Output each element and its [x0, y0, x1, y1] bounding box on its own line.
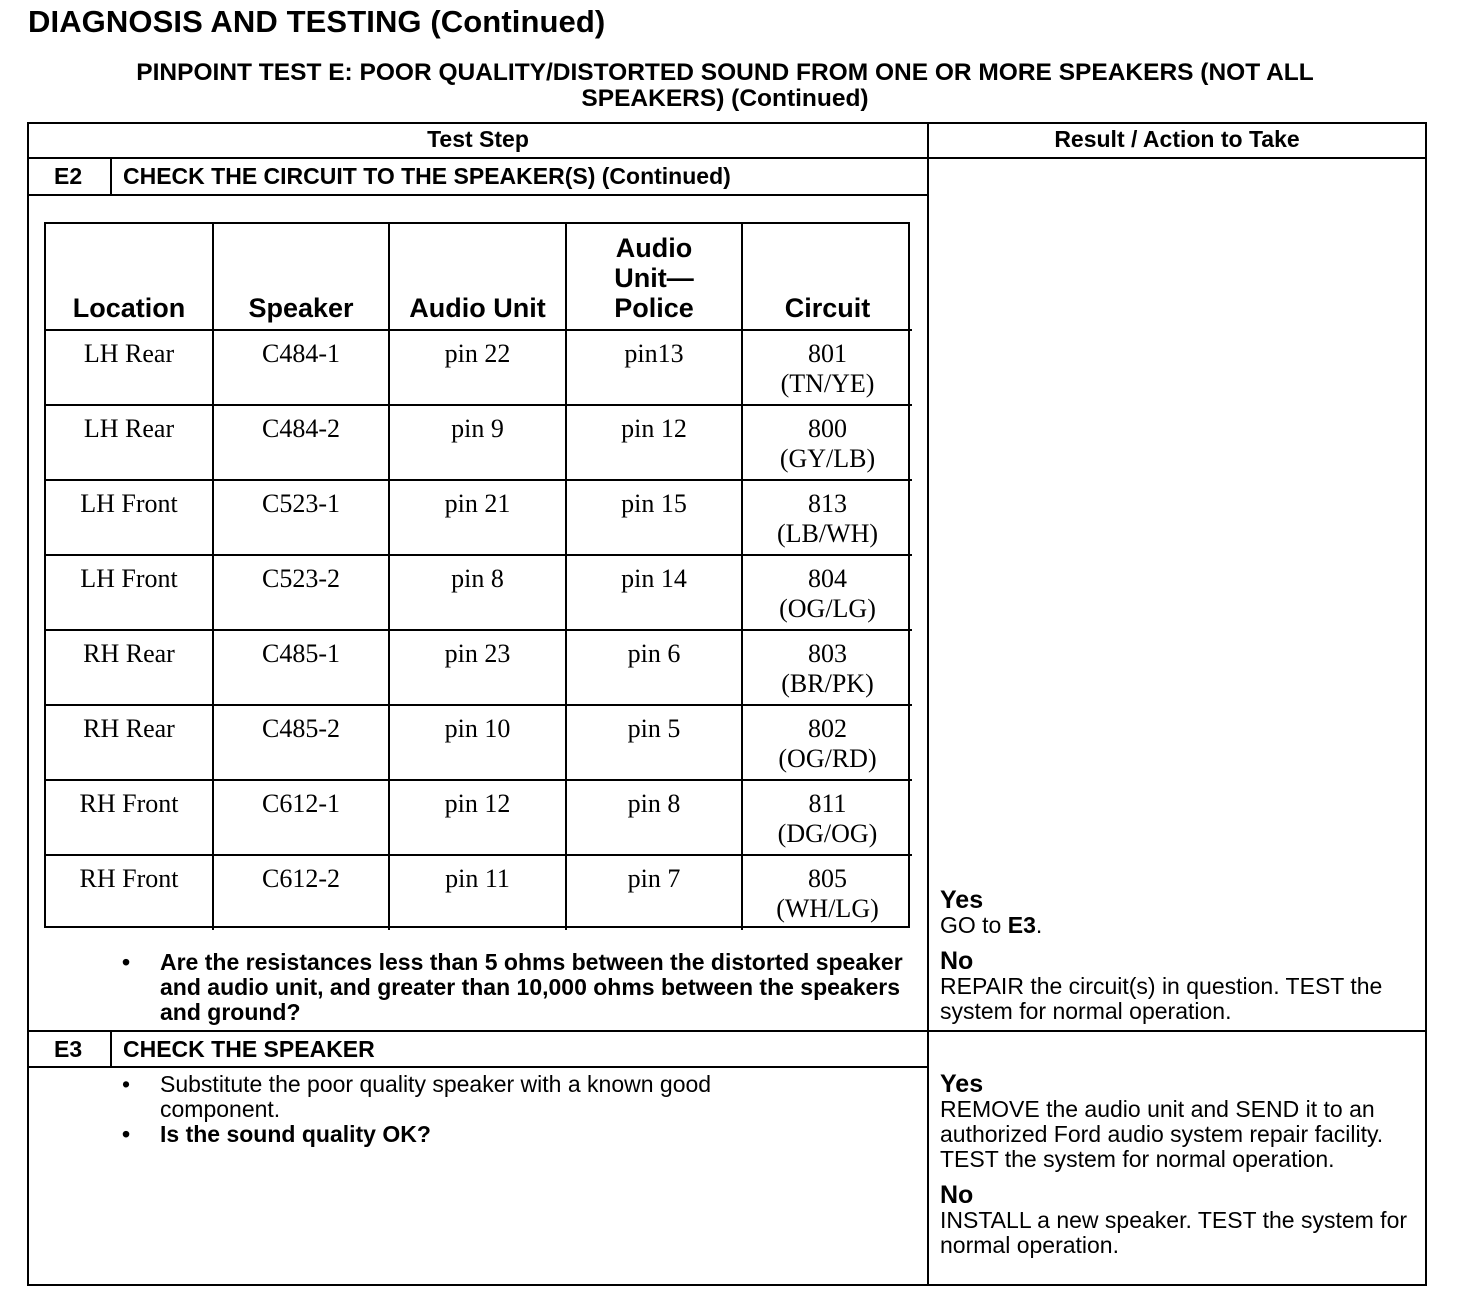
cell-circuit: 803 (BR/PK) — [742, 630, 912, 705]
e3-results — [940, 1071, 1410, 1258]
e2-yes-label: Yes — [940, 886, 984, 914]
cell-speaker: C484-2 — [213, 405, 389, 480]
header-test-step: Test Step — [427, 126, 529, 152]
e3-title-divider — [27, 1066, 928, 1068]
cell-audio-unit-police: pin 15 — [566, 480, 742, 555]
step-e3-id: E3 — [54, 1036, 83, 1062]
cell-audio-unit-police: pin 7 — [566, 855, 742, 930]
e3-no-label: No — [940, 1181, 974, 1209]
e2-id-divider — [110, 157, 112, 195]
cell-audio-unit-police: pin 14 — [566, 555, 742, 630]
cell-location: LH Rear — [46, 405, 213, 480]
cell-speaker: C485-1 — [213, 630, 389, 705]
e2-yes-text — [940, 913, 1410, 938]
cell-circuit: 800 (GY/LB) — [742, 405, 912, 480]
e3-yes-label: Yes — [940, 1070, 984, 1098]
e2-question: Are the resistances less than 5 ohms between the distorted speaker and audio unit, and greater than 10,000 ohms between the speakers and ground? — [160, 949, 903, 1025]
pinpoint-test-title — [20, 60, 1430, 112]
cell-speaker: C612-1 — [213, 780, 389, 855]
table-row — [46, 780, 912, 855]
table-row — [46, 405, 912, 480]
list-item — [122, 950, 912, 1025]
column-header-location: Location — [46, 224, 213, 330]
e2-yes-text-suffix: . — [1035, 912, 1043, 938]
cell-audio-unit: pin 23 — [389, 630, 566, 705]
pinpoint-title-line2: SPEAKERS) (Continued) — [581, 85, 869, 112]
cell-circuit: 801 (TN/YE) — [742, 330, 912, 405]
step-divider — [27, 1030, 1427, 1032]
cell-audio-unit: pin 21 — [389, 480, 566, 555]
e2-question-list — [122, 950, 912, 1025]
table-row — [46, 855, 912, 930]
table-row — [46, 705, 912, 780]
e2-title-divider — [27, 194, 928, 196]
e2-yes-text-prefix: GO to — [940, 912, 1008, 938]
e3-bullet-1: Substitute the poor quality speaker with a known good component. — [160, 1071, 712, 1122]
e3-no-text: INSTALL a new speaker. TEST the system for normal operation. — [940, 1207, 1408, 1258]
bullet-icon: • — [122, 949, 131, 975]
cell-location: LH Front — [46, 555, 213, 630]
cell-circuit: 804 (OG/LG) — [742, 555, 912, 630]
e3-yes-text: REMOVE the audio unit and SEND it to an authorized Ford audio system repair facility. TEST the system for normal operation. — [940, 1096, 1384, 1172]
cell-location: RH Front — [46, 780, 213, 855]
table-row — [46, 480, 912, 555]
cell-circuit: 802 (OG/RD) — [742, 705, 912, 780]
cell-circuit: 813 (LB/WH) — [742, 480, 912, 555]
column-header-circuit: Circuit — [742, 224, 912, 330]
list-item — [122, 1122, 802, 1147]
table-row — [46, 630, 912, 705]
page-title: DIAGNOSIS AND TESTING (Continued) — [28, 4, 606, 39]
e3-instruction-list — [122, 1072, 802, 1147]
speaker-circuit-table — [44, 222, 910, 928]
column-divider — [927, 122, 929, 1286]
cell-audio-unit-police: pin 6 — [566, 630, 742, 705]
column-header-audio-unit-police: Audio Unit— Police — [566, 224, 742, 330]
e2-no-label: No — [940, 947, 974, 975]
table-row — [46, 330, 912, 405]
table-row — [46, 555, 912, 630]
cell-audio-unit: pin 22 — [389, 330, 566, 405]
pinpoint-title-line1: PINPOINT TEST E: POOR QUALITY/DISTORTED SOUND FROM ONE OR MORE SPEAKERS (NOT ALL — [136, 59, 1314, 86]
cell-location: RH Rear — [46, 630, 213, 705]
bullet-icon: • — [122, 1121, 131, 1147]
e2-yes-step-ref: E3 — [1007, 912, 1036, 938]
cell-location: LH Rear — [46, 330, 213, 405]
cell-audio-unit: pin 11 — [389, 855, 566, 930]
step-e2-id: E2 — [54, 163, 83, 189]
e2-results — [940, 887, 1410, 1024]
cell-location: RH Rear — [46, 705, 213, 780]
cell-location: RH Front — [46, 855, 213, 930]
cell-speaker: C612-2 — [213, 855, 389, 930]
e3-bullet-2: Is the sound quality OK? — [160, 1121, 431, 1147]
e2-no-text: REPAIR the circuit(s) in question. TEST the system for normal operation. — [940, 973, 1383, 1024]
cell-audio-unit-police: pin13 — [566, 330, 742, 405]
e3-id-divider — [110, 1030, 112, 1067]
cell-speaker: C523-2 — [213, 555, 389, 630]
list-item — [122, 1072, 802, 1122]
cell-audio-unit: pin 8 — [389, 555, 566, 630]
column-header-speaker: Speaker — [213, 224, 389, 330]
cell-location: LH Front — [46, 480, 213, 555]
cell-circuit: 805 (WH/LG) — [742, 855, 912, 930]
cell-speaker: C523-1 — [213, 480, 389, 555]
cell-circuit: 811 (DG/OG) — [742, 780, 912, 855]
bullet-icon: • — [122, 1071, 131, 1097]
cell-speaker: C485-2 — [213, 705, 389, 780]
cell-speaker: C484-1 — [213, 330, 389, 405]
cell-audio-unit: pin 9 — [389, 405, 566, 480]
cell-audio-unit-police: pin 8 — [566, 780, 742, 855]
column-header-audio-unit: Audio Unit — [389, 224, 566, 330]
header-result-action: Result / Action to Take — [1054, 126, 1300, 152]
cell-audio-unit-police: pin 5 — [566, 705, 742, 780]
step-e2-title: CHECK THE CIRCUIT TO THE SPEAKER(S) (Continued) — [123, 163, 731, 189]
cell-audio-unit-police: pin 12 — [566, 405, 742, 480]
cell-audio-unit: pin 10 — [389, 705, 566, 780]
cell-audio-unit: pin 12 — [389, 780, 566, 855]
header-divider — [27, 157, 1427, 159]
step-e3-title: CHECK THE SPEAKER — [123, 1036, 375, 1062]
